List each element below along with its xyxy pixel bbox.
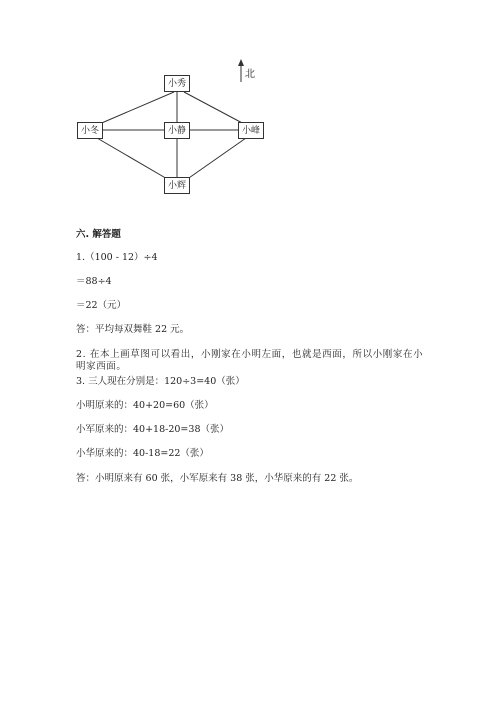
q3-line4: 小华原来的：40-18=22（张）	[76, 448, 209, 459]
q3-answer: 答：小明原来有 60 张，小军原来有 38 张，小华原来的有 22 张。	[76, 473, 359, 484]
q1-line2: ＝88÷4	[76, 276, 112, 287]
diagram-lines	[0, 0, 500, 200]
edge-right-bottom	[186, 138, 246, 180]
north-arrow-head	[238, 59, 244, 66]
q1-line1: 1.（100 - 12）÷4	[76, 252, 158, 263]
edge-top-left	[97, 92, 174, 125]
q1-line3: ＝22（元）	[76, 300, 127, 311]
node-center: 小静	[164, 122, 190, 139]
node-left: 小冬	[77, 122, 103, 139]
node-right: 小峰	[238, 122, 264, 139]
q1-answer: 答：平均每双舞鞋 22 元。	[76, 324, 190, 335]
edge-top-right	[184, 92, 246, 125]
edge-left-bottom	[97, 138, 169, 180]
q3-line1: 3. 三人现在分别是：120÷3=40（张）	[76, 376, 245, 387]
north-label: 北	[245, 69, 255, 80]
node-top: 小秀	[164, 75, 190, 92]
q3-line3: 小军原来的：40+18-20=38（张）	[76, 424, 229, 435]
q2-text: 2. 在本上画草图可以看出，小刚家在小明左面，也就是西面，所以小刚家在小明家西面。	[76, 349, 424, 372]
q3-line2: 小明原来的：40+20=60（张）	[76, 400, 214, 411]
direction-diagram	[0, 0, 500, 200]
node-bottom: 小辉	[164, 177, 190, 194]
section-title: 六. 解答题	[76, 229, 121, 240]
